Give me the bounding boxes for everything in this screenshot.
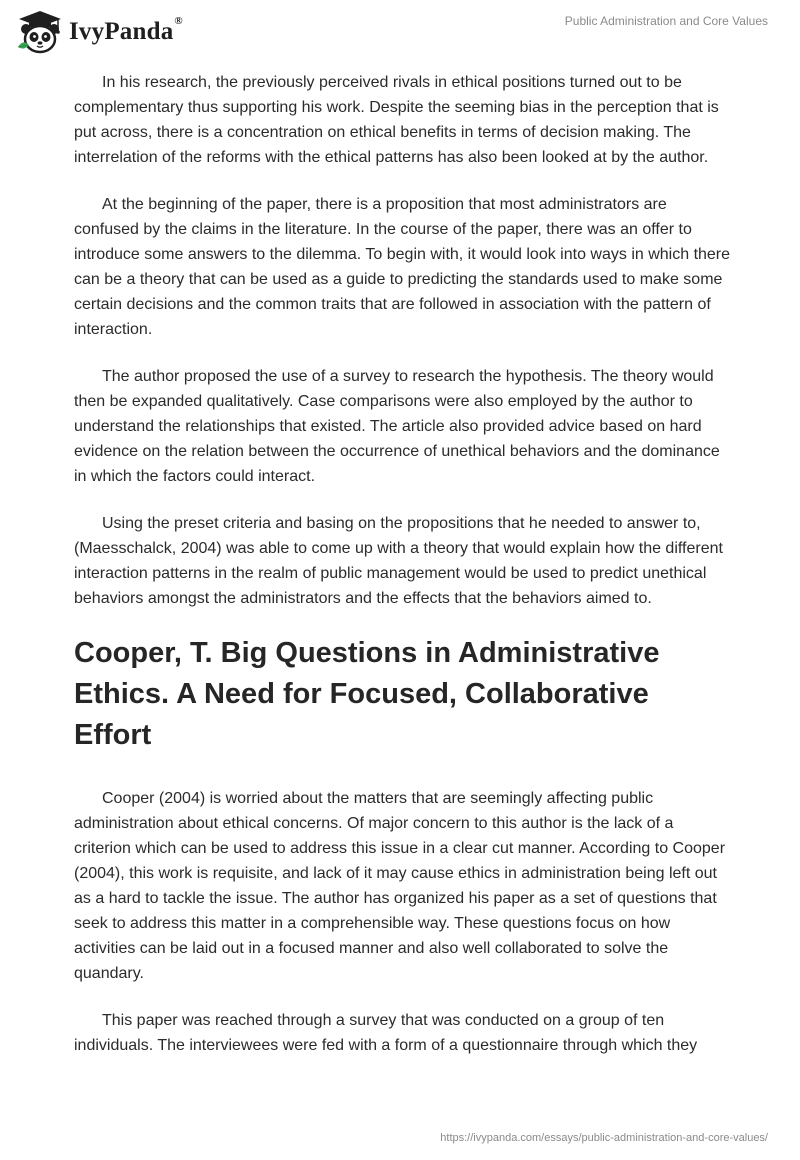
paragraph: The author proposed the use of a survey to research the hypothesis. The theory would then be expanded qualitatively. Case comparisons were also employed by the author to understand the relationships that existed. The article also provided advice based on hard evidence on the relation between the occurrence of unethical behaviors and the dominance in which the factors could interact. bbox=[74, 368, 720, 485]
paragraph: At the beginning of the paper, there is a proposition that most administrators are confused by the claims in the literature. In the course of the paper, there was an offer to introduce some answers to the dilemma. To begin with, it would look into ways in which there can be a theory that can be used as a guide to predicting the standards used to make some certain decisions and the common traits that are followed in association with the pattern of interaction. bbox=[74, 196, 731, 338]
paragraph: Using the preset criteria and basing on the propositions that he needed to answer to, (Maesschalck, 2004) was able to come up with a theory that would explain how the different interaction patterns in the realm of public management would be used to predict unethical behaviors amongst the administrators and the effects that the behaviors aimed to. bbox=[74, 515, 723, 607]
panda-graduate-icon bbox=[14, 9, 66, 55]
brand-name: IvyPanda® bbox=[69, 15, 183, 45]
registered-mark: ® bbox=[174, 15, 183, 27]
section-heading: Cooper, T. Big Questions in Administrative Ethics. A Need for Focused, Collaborative Effort bbox=[74, 637, 660, 751]
essay-body bbox=[74, 70, 734, 1080]
source-url[interactable]: https://ivypanda.com/essays/public-administration-and-core-values/ bbox=[440, 1132, 768, 1144]
ivypanda-logo[interactable] bbox=[14, 9, 183, 55]
paragraph: This paper was reached through a survey that was conducted on a group of ten individuals. The interviewees were fed with a form of a questionnaire through which they bbox=[74, 1012, 698, 1054]
paragraph: In his research, the previously perceived rivals in ethical positions turned out to be complementary thus supporting his work. Despite the seeming bias in the perception that is put across, there is a concentration on ethical benefits in terms of decision making. The interrelation of the reforms with the ethical patterns has also been looked at by the author. bbox=[74, 74, 719, 166]
paragraph: Cooper (2004) is worried about the matters that are seemingly affecting public administration about ethical concerns. Of major concern to this author is the lack of a criterion which can be used to address this issue in a clear cut manner. According to Cooper (2004), this work is requisite, and lack of it may cause ethics in administration being left out as a hard to tackle the issue. The author has organized his paper as a set of questions that seek to address this matter in a comprehensible way. These questions focus on how activities can be laid out in a focused manner and also well collaborated to solve the quandary. bbox=[74, 790, 726, 982]
document-title: Public Administration and Core Values bbox=[564, 14, 768, 28]
page-header bbox=[0, 0, 800, 60]
